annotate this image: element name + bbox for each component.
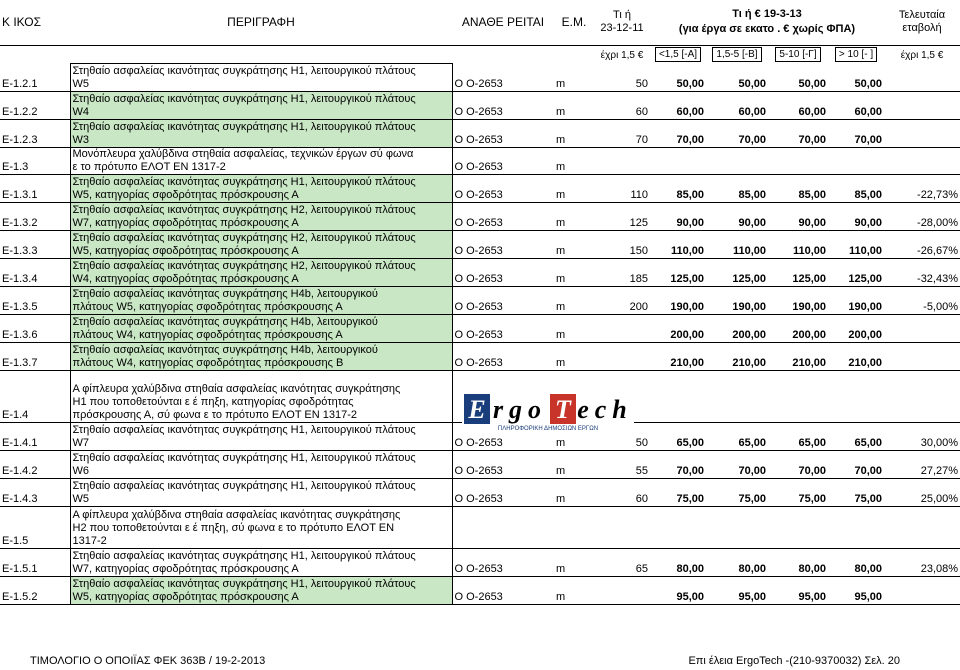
row-price-b: 190,00 — [706, 286, 768, 314]
footer-right: Επι έλεια ErgoTech -(210-9370032) Σελ. 20 — [688, 655, 900, 667]
row-price-c: 60,00 — [768, 91, 828, 119]
row-description-line: W4 — [72, 105, 89, 118]
row-price-b: 60,00 — [706, 91, 768, 119]
row-change: 25,00% — [884, 478, 960, 506]
row-price-c: 85,00 — [768, 174, 828, 202]
row-description-line: W5 — [72, 77, 89, 90]
row-price-old — [594, 576, 650, 604]
row-price-d: 65,00 — [828, 422, 884, 450]
row-price-b: 50,00 — [706, 63, 768, 91]
row-description — [70, 576, 452, 604]
row-code: Ε-1.4.3 — [0, 478, 70, 506]
row-description — [70, 230, 452, 258]
row-change: -28,00% — [884, 202, 960, 230]
row-description — [70, 174, 452, 202]
row-price-b: 200,00 — [706, 314, 768, 342]
row-description-line: Στηθαίο ασφαλείας ικανότητας συγκράτησης Η1, λειτουργικού πλάτους — [72, 120, 416, 133]
row-reference: Ο Ο-2653 — [452, 258, 554, 286]
row-description-line: Η2 που τοποθετούνται ε έ πηξη, σύ φωνα ε το πρότυπο ΕΛΟΤ ΕΝ — [72, 521, 395, 534]
row-description — [70, 548, 452, 576]
header-code: Κ ΙΚΟΣ — [0, 0, 70, 45]
row-description-line: Στηθαίο ασφαλείας ικανότητας συγκράτησης Η2, λειτουργικού πλάτους — [72, 203, 416, 216]
row-description-line: Στηθαίο ασφαλείας ικανότητας συγκράτησης Η4b, λειτουργικού — [72, 287, 378, 300]
row-reference: Ο Ο-2653 — [452, 314, 554, 342]
row-price-c: 110,00 — [768, 230, 828, 258]
row-unit: m — [554, 230, 594, 258]
row-price-a: 190,00 — [650, 286, 706, 314]
row-unit: m — [554, 478, 594, 506]
row-price-a: 85,00 — [650, 174, 706, 202]
row-description-line: Α φίπλευρα χαλύβδινα στηθαία ασφαλείας ικανότητας συγκράτησης — [72, 382, 401, 395]
row-price-c: 70,00 — [768, 450, 828, 478]
row-description-line: πλάτους W4, κατηγορίας σφοδρότητας πρόσκρουσης Β — [72, 356, 344, 369]
row-code: Ε-1.2.3 — [0, 119, 70, 147]
header-price-new-title: Τι ή € 19-3-13 — [732, 8, 802, 21]
row-price-old: 125 — [594, 202, 650, 230]
table-row — [0, 286, 960, 314]
row-description-line: W6 — [72, 464, 89, 477]
row-price-c — [768, 370, 828, 422]
row-reference: Ο Ο-2653 — [452, 63, 554, 91]
row-unit: m — [554, 548, 594, 576]
table-row — [0, 202, 960, 230]
table-row — [0, 63, 960, 91]
row-price-old — [594, 314, 650, 342]
row-reference — [452, 506, 554, 548]
row-price-b — [706, 370, 768, 422]
row-price-d: 125,00 — [828, 258, 884, 286]
row-reference: Ο Ο-2653 — [452, 202, 554, 230]
row-description-line: Στηθαίο ασφαλείας ικανότητας συγκράτησης Η4b, λειτουργικού — [72, 315, 378, 328]
row-change — [884, 314, 960, 342]
row-price-old: 70 — [594, 119, 650, 147]
row-description-line: ε το πρότυπο ΕΛΟΤ ΕΝ 1317-2 — [72, 160, 226, 173]
row-change — [884, 506, 960, 548]
row-unit: m — [554, 422, 594, 450]
row-description-line: Στηθαίο ασφαλείας ικανότητας συγκράτησης Η2, λειτουργικού πλάτους — [72, 259, 416, 272]
row-unit: m — [554, 202, 594, 230]
table-row — [0, 91, 960, 119]
row-change: 30,00% — [884, 422, 960, 450]
row-description-line: W7, κατηγορίας σφοδρότητας πρόσκρουσης Α — [72, 216, 299, 229]
row-price-b: 90,00 — [706, 202, 768, 230]
price-band-row — [0, 45, 960, 63]
row-price-old: 185 — [594, 258, 650, 286]
row-code: Ε-1.5 — [0, 506, 70, 548]
row-price-old: 50 — [594, 63, 650, 91]
row-code: Ε-1.5.1 — [0, 548, 70, 576]
table-row — [0, 548, 960, 576]
row-description-line: Στηθαίο ασφαλείας ικανότητας συγκράτησης Η1, λειτουργικού πλάτους — [72, 423, 416, 436]
row-description-line: Στηθαίο ασφαλείας ικανότητας συγκράτησης Η4b, λειτουργικού — [72, 343, 378, 356]
row-price-b: 110,00 — [706, 230, 768, 258]
band-b: 1,5-5 [-Β] — [706, 45, 768, 63]
band-c: 5-10 [-Γ] — [768, 45, 828, 63]
row-price-d: 90,00 — [828, 202, 884, 230]
row-description-line: W7 — [72, 436, 89, 449]
row-description-line: Στηθαίο ασφαλείας ικανότητας συγκράτησης Η1, λειτουργικού πλάτους — [72, 175, 416, 188]
row-price-b: 85,00 — [706, 174, 768, 202]
header-description: ΠΕΡΙΓΡΑΦΗ — [70, 0, 452, 45]
row-description — [70, 258, 452, 286]
row-reference: Ο Ο-2653 — [452, 342, 554, 370]
row-price-a: 70,00 — [650, 450, 706, 478]
row-change: 27,27% — [884, 450, 960, 478]
row-price-b — [706, 147, 768, 174]
row-unit: m — [554, 119, 594, 147]
header-reference: ΑΝΑΘΕ ΡΕΙΤΑΙ — [452, 0, 554, 45]
row-change — [884, 91, 960, 119]
row-description — [70, 370, 452, 422]
row-description — [70, 91, 452, 119]
row-price-d — [828, 147, 884, 174]
row-description-line: W3 — [72, 133, 89, 146]
row-description-line: Η1 που τοποθετούνται ε έ πηξη, κατηγορίας σφοδρότητας — [72, 395, 354, 408]
row-reference: Ο Ο-2653 — [452, 286, 554, 314]
table-row — [0, 342, 960, 370]
row-price-b: 75,00 — [706, 478, 768, 506]
row-reference: Ο Ο-2653 — [452, 576, 554, 604]
row-description-line: Στηθαίο ασφαλείας ικανότητας συγκράτησης Η1, λειτουργικού πλάτους — [72, 451, 416, 464]
table-row — [0, 174, 960, 202]
row-description — [70, 63, 452, 91]
row-description-line: W7, κατηγορίας σφοδρότητας πρόσκρουσης Α — [72, 562, 299, 575]
row-description-line: Στηθαίο ασφαλείας ικανότητας συγκράτησης Η1, λειτουργικού πλάτους — [72, 92, 416, 105]
row-price-d: 95,00 — [828, 576, 884, 604]
header-price-new-subtitle: (για έργα σε εκατο . € χωρίς ΦΠΑ) — [678, 23, 856, 36]
band-old: έχρι 1,5 € — [600, 50, 644, 61]
row-price-b: 95,00 — [706, 576, 768, 604]
row-code: Ε-1.2.1 — [0, 63, 70, 91]
table-row — [0, 478, 960, 506]
row-unit: m — [554, 63, 594, 91]
row-change: -22,73% — [884, 174, 960, 202]
header-unit: Ε.Μ. — [554, 0, 594, 45]
row-price-c: 95,00 — [768, 576, 828, 604]
row-description-line: Μονόπλευρα χαλύβδινα στηθαία ασφαλείας, τεχνικών έργων σύ φωνα — [72, 147, 414, 160]
row-description-line: πλάτους W5, κατηγορίας σφοδρότητας πρόσκρουσης Α — [72, 300, 343, 313]
row-description-line: πρόσκρουσης Α, σύ φωνα ε το πρότυπο ΕΛΟΤ ΕΝ 1317-2 — [72, 408, 358, 421]
row-price-a: 90,00 — [650, 202, 706, 230]
row-description-line: πλάτους W4, κατηγορίας σφοδρότητας πρόσκρουσης Α — [72, 328, 343, 341]
row-price-b: 70,00 — [706, 119, 768, 147]
header-last-change: Τελευταία εταβολή — [884, 0, 960, 45]
table-header-row — [0, 0, 960, 45]
row-price-c — [768, 506, 828, 548]
row-price-a: 110,00 — [650, 230, 706, 258]
row-description-line: W4, κατηγορίας σφοδρότητας πρόσκρουσης Α — [72, 272, 299, 285]
row-price-d: 110,00 — [828, 230, 884, 258]
row-code: Ε-1.3.4 — [0, 258, 70, 286]
logo-letter-e: E — [468, 395, 486, 424]
row-description — [70, 147, 452, 174]
row-description — [70, 478, 452, 506]
row-price-a: 60,00 — [650, 91, 706, 119]
row-code: Ε-1.3.3 — [0, 230, 70, 258]
row-price-a: 70,00 — [650, 119, 706, 147]
row-price-old — [594, 506, 650, 548]
table-row — [0, 258, 960, 286]
row-description-line: Στηθαίο ασφαλείας ικανότητας συγκράτησης Η2, λειτουργικού πλάτους — [72, 231, 416, 244]
row-description-line: W5, κατηγορίας σφοδρότητας πρόσκρουσης Α — [72, 188, 299, 201]
row-price-d: 75,00 — [828, 478, 884, 506]
table-row — [0, 147, 960, 174]
row-price-d: 80,00 — [828, 548, 884, 576]
row-unit: m — [554, 286, 594, 314]
row-price-a: 200,00 — [650, 314, 706, 342]
row-price-d — [828, 506, 884, 548]
row-price-a: 80,00 — [650, 548, 706, 576]
table-row — [0, 506, 960, 548]
row-code: Ε-1.4 — [0, 370, 70, 422]
row-description-line: Στηθαίο ασφαλείας ικανότητας συγκράτησης Η1, λειτουργικού πλάτους — [72, 64, 416, 77]
row-description-line: W5, κατηγορίας σφοδρότητας πρόσκρουσης Α — [72, 590, 299, 603]
row-price-old: 150 — [594, 230, 650, 258]
row-price-old: 60 — [594, 91, 650, 119]
row-description — [70, 506, 452, 548]
table-row — [0, 119, 960, 147]
row-change — [884, 119, 960, 147]
row-unit: m — [554, 314, 594, 342]
row-price-a — [650, 147, 706, 174]
row-code: Ε-1.4.2 — [0, 450, 70, 478]
row-price-a: 75,00 — [650, 478, 706, 506]
row-unit: m — [554, 450, 594, 478]
row-code: Ε-1.3.2 — [0, 202, 70, 230]
row-price-d: 70,00 — [828, 119, 884, 147]
row-reference: Ο Ο-2653 — [452, 119, 554, 147]
table-row — [0, 576, 960, 604]
row-reference: Ο Ο-2653 — [452, 478, 554, 506]
row-code: Ε-1.3.1 — [0, 174, 70, 202]
row-price-old: 50 — [594, 422, 650, 450]
header-price-new — [650, 0, 884, 45]
row-description-line: W5 — [72, 492, 89, 505]
row-price-a: 125,00 — [650, 258, 706, 286]
row-price-a: 210,00 — [650, 342, 706, 370]
row-code: Ε-1.3 — [0, 147, 70, 174]
row-price-c: 75,00 — [768, 478, 828, 506]
row-code: Ε-1.3.7 — [0, 342, 70, 370]
row-price-old: 110 — [594, 174, 650, 202]
row-unit: m — [554, 342, 594, 370]
row-price-d: 200,00 — [828, 314, 884, 342]
row-price-old: 200 — [594, 286, 650, 314]
row-reference: Ο Ο-2653 — [452, 450, 554, 478]
row-price-d: 60,00 — [828, 91, 884, 119]
table-row — [0, 314, 960, 342]
row-price-a: 50,00 — [650, 63, 706, 91]
row-change: -32,43% — [884, 258, 960, 286]
row-code: Ε-1.5.2 — [0, 576, 70, 604]
row-price-b: 210,00 — [706, 342, 768, 370]
row-price-c: 210,00 — [768, 342, 828, 370]
row-price-c: 90,00 — [768, 202, 828, 230]
row-change: -26,67% — [884, 230, 960, 258]
row-code: Ε-1.3.6 — [0, 314, 70, 342]
row-unit: m — [554, 576, 594, 604]
row-change — [884, 576, 960, 604]
logo-letter-t: T — [555, 395, 571, 424]
row-price-b: 65,00 — [706, 422, 768, 450]
logo-tagline: ΠΛΗΡΟΦΟΡΙΚΗ ΔΗΜΟΣΙΩΝ ΕΡΓΩΝ — [497, 426, 599, 432]
row-code: Ε-1.4.1 — [0, 422, 70, 450]
row-change — [884, 147, 960, 174]
band-d: > 10 [- ] — [828, 45, 884, 63]
row-price-d: 50,00 — [828, 63, 884, 91]
row-price-a: 95,00 — [650, 576, 706, 604]
row-code: Ε-1.2.2 — [0, 91, 70, 119]
row-reference: Ο Ο-2653 — [452, 147, 554, 174]
row-reference: Ο Ο-2653 — [452, 174, 554, 202]
row-change — [884, 370, 960, 422]
row-price-d — [828, 370, 884, 422]
row-unit: m — [554, 174, 594, 202]
row-price-a: 65,00 — [650, 422, 706, 450]
row-change: 23,08% — [884, 548, 960, 576]
row-description-line: Στηθαίο ασφαλείας ικανότητας συγκράτησης Η1, λειτουργικού πλάτους — [72, 479, 416, 492]
row-description-line: Στηθαίο ασφαλείας ικανότητας συγκράτησης Η1, λειτουργικού πλάτους — [72, 549, 416, 562]
row-price-old — [594, 342, 650, 370]
row-reference: Ο Ο-2653 — [452, 230, 554, 258]
row-change — [884, 342, 960, 370]
row-price-old: 65 — [594, 548, 650, 576]
row-unit: m — [554, 147, 594, 174]
row-code: Ε-1.3.5 — [0, 286, 70, 314]
row-description — [70, 119, 452, 147]
row-description — [70, 202, 452, 230]
row-price-c: 190,00 — [768, 286, 828, 314]
row-price-d: 210,00 — [828, 342, 884, 370]
table-row — [0, 450, 960, 478]
row-price-old: 55 — [594, 450, 650, 478]
row-price-b: 80,00 — [706, 548, 768, 576]
row-description — [70, 314, 452, 342]
row-price-a — [650, 370, 706, 422]
row-change — [884, 63, 960, 91]
row-unit: m — [554, 91, 594, 119]
ergotech-logo-graphic — [462, 392, 634, 432]
row-price-b — [706, 506, 768, 548]
row-price-c: 50,00 — [768, 63, 828, 91]
row-price-c: 125,00 — [768, 258, 828, 286]
band-change: έχρι 1,5 € — [900, 50, 944, 61]
footer-left: ΤΙΜΟΛΟΓΙΟ Ο ΟΠΟΙΪΑΣ ΦΕΚ 363Β / 19-2-2013 — [30, 655, 266, 667]
row-description — [70, 450, 452, 478]
row-price-d: 70,00 — [828, 450, 884, 478]
row-price-d: 85,00 — [828, 174, 884, 202]
table-row — [0, 230, 960, 258]
row-price-old: 60 — [594, 478, 650, 506]
row-price-c: 200,00 — [768, 314, 828, 342]
logo-rgo: rgo — [492, 395, 548, 424]
row-price-b: 70,00 — [706, 450, 768, 478]
row-reference: Ο Ο-2653 — [452, 548, 554, 576]
row-description-line: 1317-2 — [72, 534, 107, 547]
row-price-b: 125,00 — [706, 258, 768, 286]
row-reference: Ο Ο-2653 — [452, 422, 554, 450]
row-price-c: 70,00 — [768, 119, 828, 147]
row-description — [70, 422, 452, 450]
row-price-d: 190,00 — [828, 286, 884, 314]
logo-ech: ech — [577, 395, 633, 424]
row-price-c: 80,00 — [768, 548, 828, 576]
row-price-c — [768, 147, 828, 174]
row-change: -5,00% — [884, 286, 960, 314]
ergotech-logo — [462, 392, 634, 432]
header-price-old: Τι ή 23-12-11 — [594, 0, 650, 45]
row-price-old — [594, 147, 650, 174]
row-reference: Ο Ο-2653 — [452, 91, 554, 119]
row-price-c: 65,00 — [768, 422, 828, 450]
row-unit: m — [554, 258, 594, 286]
row-description — [70, 286, 452, 314]
band-a: <1,5 [-Α] — [650, 45, 706, 63]
row-description-line: Στηθαίο ασφαλείας ικανότητας συγκράτησης Η1, λειτουργικού πλάτους — [72, 577, 416, 590]
row-description-line: Α φίπλευρα χαλύβδινα στηθαία ασφαλείας ικανότητας συγκράτησης — [72, 508, 401, 521]
row-description — [70, 342, 452, 370]
row-price-a — [650, 506, 706, 548]
row-description-line: W5, κατηγορίας σφοδρότητας πρόσκρουσης Α — [72, 244, 299, 257]
row-unit — [554, 506, 594, 548]
